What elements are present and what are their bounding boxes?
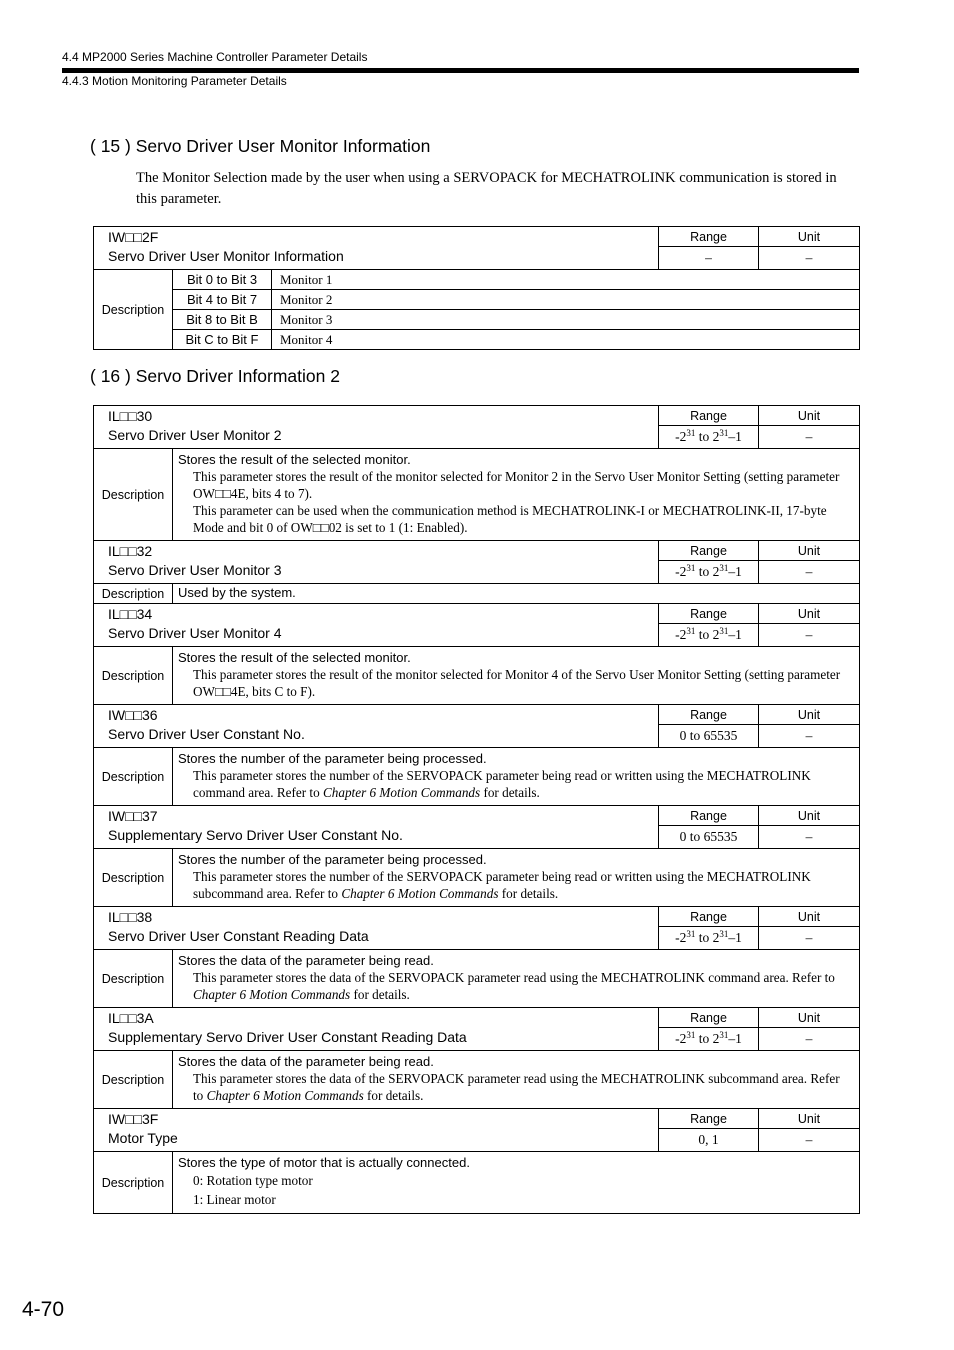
description-title: Stores the data of the parameter being read. xyxy=(178,1054,434,1069)
description-text xyxy=(173,1051,860,1109)
description-label: Description xyxy=(94,449,173,541)
param-name: Servo Driver User Monitor 3 xyxy=(108,562,282,578)
range-header: Range xyxy=(659,907,759,927)
param-id: IW□□37 xyxy=(108,808,158,824)
unit-value: – xyxy=(759,725,860,748)
description-body: This parameter stores the number of the SERVOPACK parameter being read or written using the MECHATROLINK subcommand area. Refer to Chapter 6 Motion Commands for details. xyxy=(193,869,811,901)
section-15-intro: The Monitor Selection made by the user when using a SERVOPACK for MECHATROLINK communication is stored in this parameter. xyxy=(136,170,837,207)
chapter-reference: Chapter 6 Motion Commands xyxy=(341,886,499,901)
description-label: Description xyxy=(94,748,173,806)
range-header: Range xyxy=(659,1008,759,1028)
param-id: IL□□38 xyxy=(108,909,153,925)
unit-value: – xyxy=(759,624,860,647)
section-16-heading: ( 16 ) Servo Driver Information 2 xyxy=(90,366,340,386)
bit-range: Bit 4 to Bit 7 xyxy=(173,290,272,310)
option-item: 1: Linear motor xyxy=(193,1192,276,1207)
range-value: 0, 1 xyxy=(659,1129,759,1152)
description-text xyxy=(173,950,860,1008)
param-id: IL□□3A xyxy=(108,1010,154,1026)
range-value: $-2^{31}$ to $2^{31}-1$ xyxy=(659,1028,759,1051)
range-value: $-2^{31}$ to $2^{31}-1$ xyxy=(659,561,759,584)
bit-meaning: Monitor 3 xyxy=(272,310,860,330)
param-name: Servo Driver User Monitor 4 xyxy=(108,625,282,641)
unit-header: Unit xyxy=(759,604,860,624)
description-text xyxy=(173,1152,860,1214)
description-title: Stores the result of the selected monitor. xyxy=(178,452,411,467)
unit-header: Unit xyxy=(759,705,860,725)
unit-value: – xyxy=(759,561,860,584)
header-rule xyxy=(62,68,859,73)
param-name: Supplementary Servo Driver User Constant No. xyxy=(108,827,403,843)
chapter-reference: Chapter 6 Motion Commands xyxy=(206,1088,364,1103)
chapter-reference: Chapter 6 Motion Commands xyxy=(193,987,351,1002)
bit-range: Bit C to Bit F xyxy=(173,330,272,350)
description-title: Used by the system. xyxy=(178,585,296,600)
range-value: 0 to 65535 xyxy=(659,826,759,849)
chapter-reference: Chapter 6 Motion Commands xyxy=(322,785,481,800)
description-label: Description xyxy=(94,1152,173,1214)
param-name: Servo Driver User Constant Reading Data xyxy=(108,928,369,944)
description-title: Stores the result of the selected monitor. xyxy=(178,650,411,665)
description-label: Description xyxy=(94,584,173,604)
description-title: Stores the data of the parameter being read. xyxy=(178,953,434,968)
param-id: IL□□32 xyxy=(108,543,153,559)
unit-header: Unit xyxy=(759,406,860,426)
description-body: This parameter stores the data of the SERVOPACK parameter read using the MECHATROLINK subcommand area. Refer to Chapter 6 Motion Commands for details. xyxy=(193,1071,840,1103)
param-name: Servo Driver User Constant No. xyxy=(108,726,305,742)
option-item: 0: Rotation type motor xyxy=(193,1173,313,1188)
description-title: Stores the number of the parameter being processed. xyxy=(178,751,487,766)
range-header: Range xyxy=(659,806,759,826)
description-body: This parameter stores the result of the monitor selected for Monitor 2 in the Servo User Monitor Setting (setting parameter OW□□4E, bits 4 to 7). xyxy=(193,469,840,501)
description-body: This parameter stores the result of the monitor selected for Monitor 4 of the Servo User Monitor Setting (setting parameter OW□□4E, bits C to F). xyxy=(193,667,841,699)
range-value: $-2^{31}$ to $2^{31}-1$ xyxy=(659,426,759,449)
description-title: Stores the type of motor that is actually connected. xyxy=(178,1155,470,1170)
unit-value: – xyxy=(759,927,860,950)
param-cell xyxy=(94,1008,659,1051)
description-text xyxy=(173,748,860,806)
description-title: Stores the number of the parameter being processed. xyxy=(178,852,487,867)
param-id: IW□□2F xyxy=(108,229,159,245)
description-body: This parameter stores the number of the SERVOPACK parameter being read or written using the MECHATROLINK command area. Refer to Chapter 6 Motion Commands for details. xyxy=(193,768,811,800)
param-id: IL□□34 xyxy=(108,606,153,622)
param-cell xyxy=(94,541,659,584)
description-text xyxy=(173,647,860,705)
unit-value: – xyxy=(759,426,860,449)
param-name: Supplementary Servo Driver User Constant Reading Data xyxy=(108,1029,467,1045)
unit-header: Unit xyxy=(759,1008,860,1028)
bit-meaning: Monitor 4 xyxy=(272,330,860,350)
param-name: Servo Driver User Monitor 2 xyxy=(108,427,282,443)
unit-header: Unit xyxy=(759,806,860,826)
header-subsection-title: 4.4.3 Motion Monitoring Parameter Details xyxy=(62,74,287,88)
bit-meaning: Monitor 1 xyxy=(272,270,860,290)
unit-value: – xyxy=(759,826,860,849)
unit-header: Unit xyxy=(759,227,860,247)
header-section-title: 4.4 MP2000 Series Machine Controller Parameter Details xyxy=(62,50,368,64)
param-cell xyxy=(94,806,659,849)
section-15-heading: ( 15 ) Servo Driver User Monitor Information xyxy=(90,136,431,156)
bit-range: Bit 0 to Bit 3 xyxy=(173,270,272,290)
table-iw2f xyxy=(93,226,860,350)
description-label: Description xyxy=(94,647,173,705)
unit-value: – xyxy=(759,1028,860,1051)
range-value: – xyxy=(659,247,759,270)
unit-header: Unit xyxy=(759,541,860,561)
param-id: IW□□36 xyxy=(108,707,158,723)
param-cell xyxy=(94,1109,659,1152)
unit-value: – xyxy=(759,1129,860,1152)
param-id: IL□□30 xyxy=(108,408,153,424)
param-cell xyxy=(94,604,659,647)
description-text xyxy=(173,849,860,907)
bit-meaning: Monitor 2 xyxy=(272,290,860,310)
unit-header: Unit xyxy=(759,1109,860,1129)
range-value: $-2^{31}$ to $2^{31}-1$ xyxy=(659,624,759,647)
range-value: $-2^{31}$ to $2^{31}-1$ xyxy=(659,927,759,950)
range-header: Range xyxy=(659,1109,759,1129)
range-header: Range xyxy=(659,541,759,561)
description-body: This parameter stores the data of the SERVOPACK parameter read using the MECHATROLINK command area. Refer to Chapter 6 Motion Commands for details. xyxy=(193,970,835,1002)
unit-header: Unit xyxy=(759,907,860,927)
param-name: Servo Driver User Monitor Information xyxy=(108,248,344,264)
description-label: Description xyxy=(94,1051,173,1109)
description-text xyxy=(173,449,860,541)
param-name: Motor Type xyxy=(108,1130,178,1146)
range-value: 0 to 65535 xyxy=(659,725,759,748)
range-header: Range xyxy=(659,227,759,247)
description-body: This parameter can be used when the communication method is MECHATROLINK-I or MECHATROLINK-II, 17-byte Mode and bit 0 of OW□□02 is set to 1 (1: Enabled). xyxy=(193,503,827,535)
description-label: Description xyxy=(94,270,173,350)
param-cell xyxy=(94,406,659,449)
description-label: Description xyxy=(94,849,173,907)
range-header: Range xyxy=(659,604,759,624)
description-text xyxy=(173,584,860,604)
param-cell xyxy=(94,705,659,748)
bit-range: Bit 8 to Bit B xyxy=(173,310,272,330)
description-label: Description xyxy=(94,950,173,1008)
range-header: Range xyxy=(659,705,759,725)
page-number: 4-70 xyxy=(22,1298,65,1321)
table-section-16 xyxy=(93,405,860,1214)
param-cell xyxy=(94,907,659,950)
param-id: IW□□3F xyxy=(108,1111,159,1127)
unit-value: – xyxy=(759,247,860,270)
param-cell xyxy=(94,227,659,270)
range-header: Range xyxy=(659,406,759,426)
